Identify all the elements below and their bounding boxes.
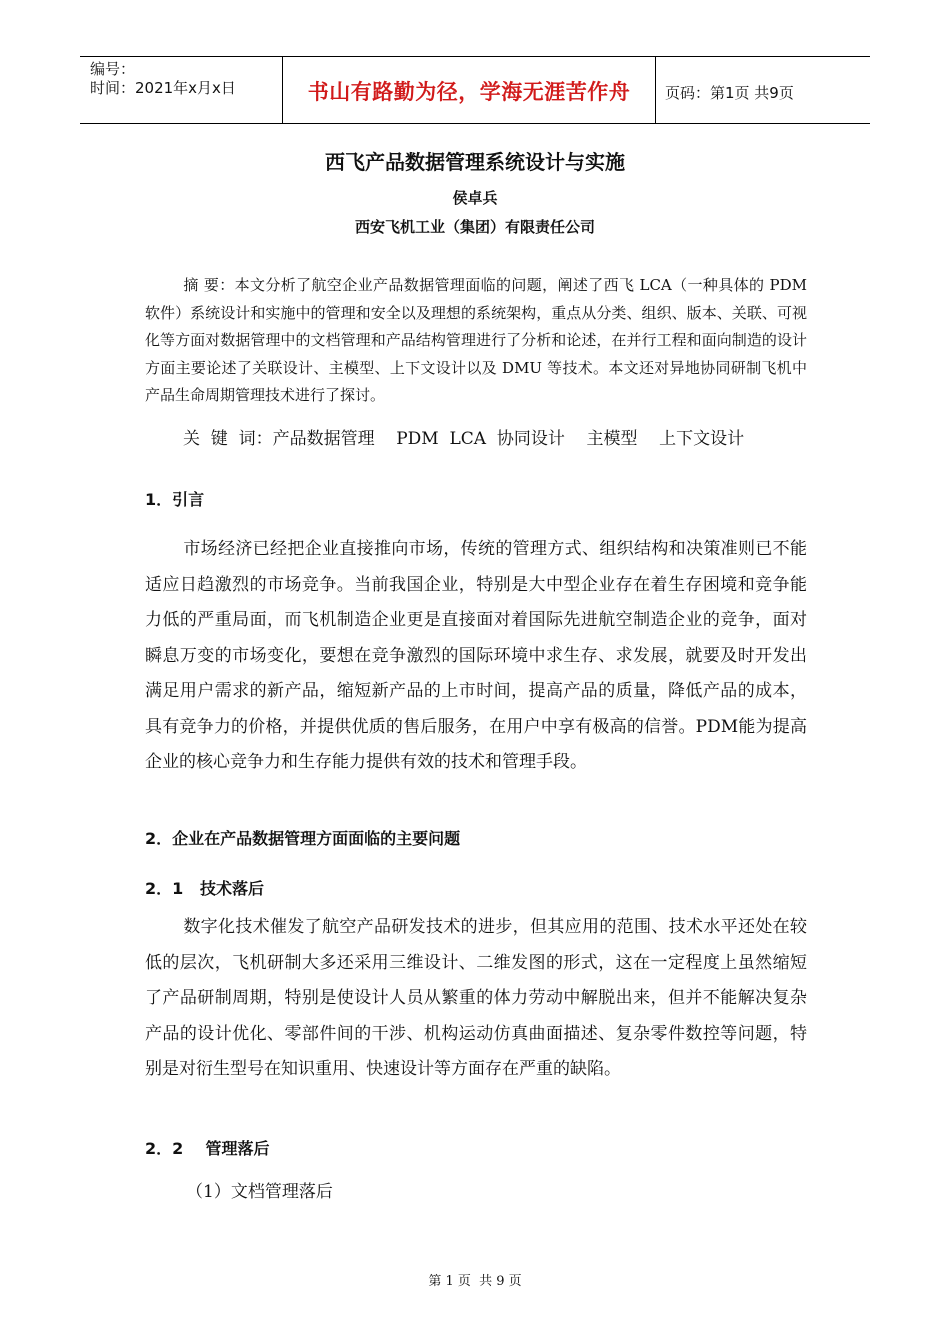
header-meta <box>90 60 236 98</box>
header-motto: 书山有路勤为径，学海无涯苦作舟 <box>307 80 631 104</box>
abstract-text: 摘 要：本文分析了航空企业产品数据管理面临的问题，阐述了西飞 LCA（一种具体的 PDM 软件）系统设计和实施中的管理和安全以及理想的系统架构，重点从分类、组织、版本、关联、可视化等方面对数据管理中的文档管理和产品结构管理进行了分析和论述，在并行工程和面向制造的设计方面主要论述了关联设计、主模型、上下文设计以及 DMU 等技术。本文还对异地协同研制飞机中产品生命周期管理技术进行了探讨。 <box>145 276 807 404</box>
number-label: 编号： <box>90 60 136 78</box>
header-bottom-rule <box>80 123 870 124</box>
header-top-rule <box>80 56 870 57</box>
section-1-heading: 1．引言 <box>145 490 205 509</box>
header-page-info: 页码：第1页 共9页 <box>665 84 794 102</box>
article-organization: 西安飞机工业（集团）有限责任公司 <box>354 218 595 236</box>
section-2-1-heading: 2．1 技术落后 <box>145 879 264 898</box>
time-label: 时间：2021年x月x日 <box>90 79 236 97</box>
article-title: 西飞产品数据管理系统设计与实施 <box>325 150 625 174</box>
keywords-line: 关 键 词：产品数据管理 PDM LCA 协同设计 主模型 上下文设计 <box>183 429 745 449</box>
header-divider-2 <box>655 56 656 124</box>
section-2-2-heading: 2．2 管理落后 <box>145 1139 270 1158</box>
abstract-paragraph <box>145 272 807 410</box>
section-1-text: 市场经济已经把企业直接推向市场，传统的管理方式、组织结构和决策准则已不能适应日趋激烈的市场竞争。当前我国企业，特别是大中型企业存在着生存困境和竞争能力低的严重局面，而飞机制造企业更是直接面对着国际先进航空制造企业的竞争，面对瞬息万变的市场变化，要想在竞争激烈的国际环境中求生存、求发展，就要及时开发出满足用户需求的新产品，缩短新产品的上市时间，提高产品的质量，降低产品的成本，具有竞争力的价格，并提供优质的售后服务，在用户中享有极高的信誉。PDM能为提高企业的核心竞争力和生存能力提供有效的技术和管理手段。 <box>145 539 807 772</box>
section-2-1-paragraph <box>145 910 807 1088</box>
section-2-2-item-1: （1）文档管理落后 <box>186 1182 333 1202</box>
page-footer: 第 1 页 共 9 页 <box>428 1274 522 1289</box>
article-author: 侯卓兵 <box>452 189 498 207</box>
section-2-heading: 2．企业在产品数据管理方面面临的主要问题 <box>145 829 461 848</box>
section-1-paragraph <box>145 532 807 781</box>
section-2-1-text: 数字化技术催发了航空产品研发技术的进步，但其应用的范围、技术水平还处在较低的层次，飞机研制大多还采用三维设计、二维发图的形式，这在一定程度上虽然缩短了产品研制周期，特别是使设计人员从繁重的体力劳动中解脱出来，但并不能解决复杂产品的设计优化、零部件间的干涉、机构运动仿真曲面描述、复杂零件数控等问题，特别是对衍生型号在知识重用、快速设计等方面存在严重的缺陷。 <box>145 917 807 1079</box>
